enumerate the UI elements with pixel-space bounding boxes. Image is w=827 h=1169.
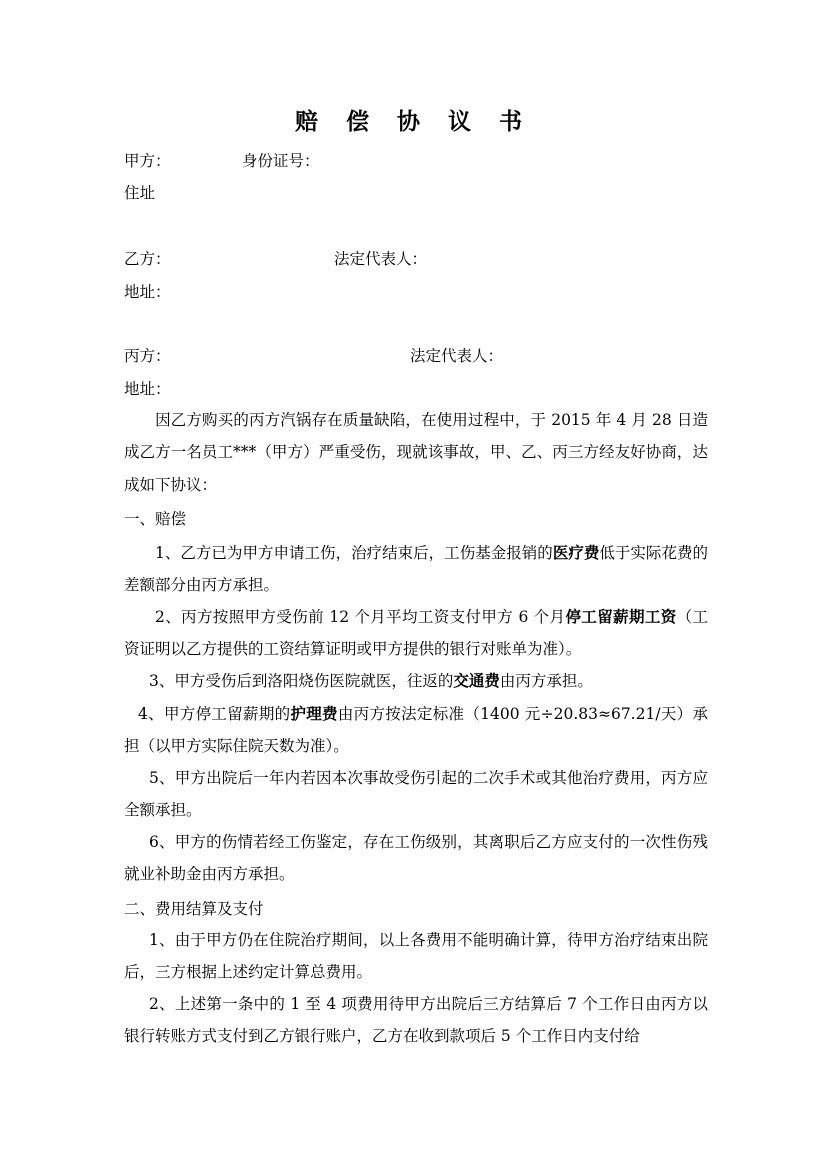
item4-post: 由丙方按法定标准（1400 元÷20.83≈67.21/天）承担（以甲方实际住院天数为准）。	[124, 705, 708, 756]
document-title: 赔 偿 协 议 书	[294, 108, 533, 135]
item5-text: 5、甲方出院后一年内若因本次事故受伤引起的二次手术或其他治疗费用，丙方应全额承担。	[124, 769, 708, 820]
item3-bold: 交通费	[453, 671, 500, 690]
section1-item3	[124, 665, 708, 697]
party-a-address-label: 住址	[124, 184, 156, 202]
section1-item4	[124, 698, 708, 763]
item4-bold: 护理费	[290, 704, 338, 723]
party-b-rep-label: 法定代表人：	[334, 250, 428, 268]
section2-item2	[124, 988, 708, 1053]
item4-pre: 4、甲方停工留薪期的	[138, 705, 291, 723]
section1-item6	[124, 826, 708, 891]
item1-post: 低于实际花费的差额部分由丙方承担。	[124, 544, 708, 595]
item1-pre: 1、乙方已为甲方申请工伤，治疗结束后，工伤基金报销的	[155, 544, 553, 562]
s2-item2-text: 2、上述第一条中的 1 至 4 项费用待甲方出院后三方结算后 7 个工作日由丙方以银行转账方式支付到乙方银行账户，乙方在收到款项后 5 个工作日内支付给	[124, 995, 708, 1046]
item1-bold: 医疗费	[552, 543, 600, 562]
party-c-address-label: 地址：	[124, 380, 171, 398]
s2-item1-text: 1、由于甲方仍在住院治疗期间，以上各费用不能明确计算，待甲方治疗结束出院后，三方根据上述约定计算总费用。	[124, 931, 708, 982]
party-c-rep-label: 法定代表人：	[410, 347, 504, 365]
party-b-label: 乙方：	[124, 250, 171, 268]
item6-text: 6、甲方的伤情若经工伤鉴定，存在工伤级别，其离职后乙方应支付的一次性伤残就业补助金由丙方承担。	[124, 833, 708, 884]
section2-item1	[124, 924, 708, 989]
section1-item5	[124, 762, 708, 827]
intro-text: 因乙方购买的丙方汽锅存在质量缺陷，在使用过程中，于 2015 年 4 月 28 日造成乙方一名员工***（甲方）严重受伤，现就该事故，甲、乙、丙三方经友好协商，达成如下协议：	[124, 411, 708, 494]
section1-item1	[124, 537, 708, 602]
party-c-label: 丙方：	[124, 347, 171, 365]
party-a-label: 甲方：	[124, 152, 171, 170]
party-a-id-label: 身份证号：	[242, 152, 320, 170]
section2-heading: 二、费用结算及支付	[124, 900, 264, 918]
item2-post: （工资证明以乙方提供的工资结算证明或甲方提供的银行对账单为准）。	[124, 608, 708, 659]
item3-pre: 3、甲方受伤后到洛阳烧伤医院就医，往返的	[149, 672, 454, 690]
section1-heading: 一、赔偿	[124, 510, 187, 528]
intro-paragraph	[124, 404, 708, 501]
section1-item2	[124, 601, 708, 666]
item2-pre: 2、丙方按照甲方受伤前 12 个月平均工资支付甲方 6 个月	[155, 608, 566, 626]
party-b-address-label: 地址：	[124, 283, 171, 301]
item2-bold: 停工留薪期工资	[565, 607, 677, 626]
item3-post: 由丙方承担。	[499, 672, 593, 690]
